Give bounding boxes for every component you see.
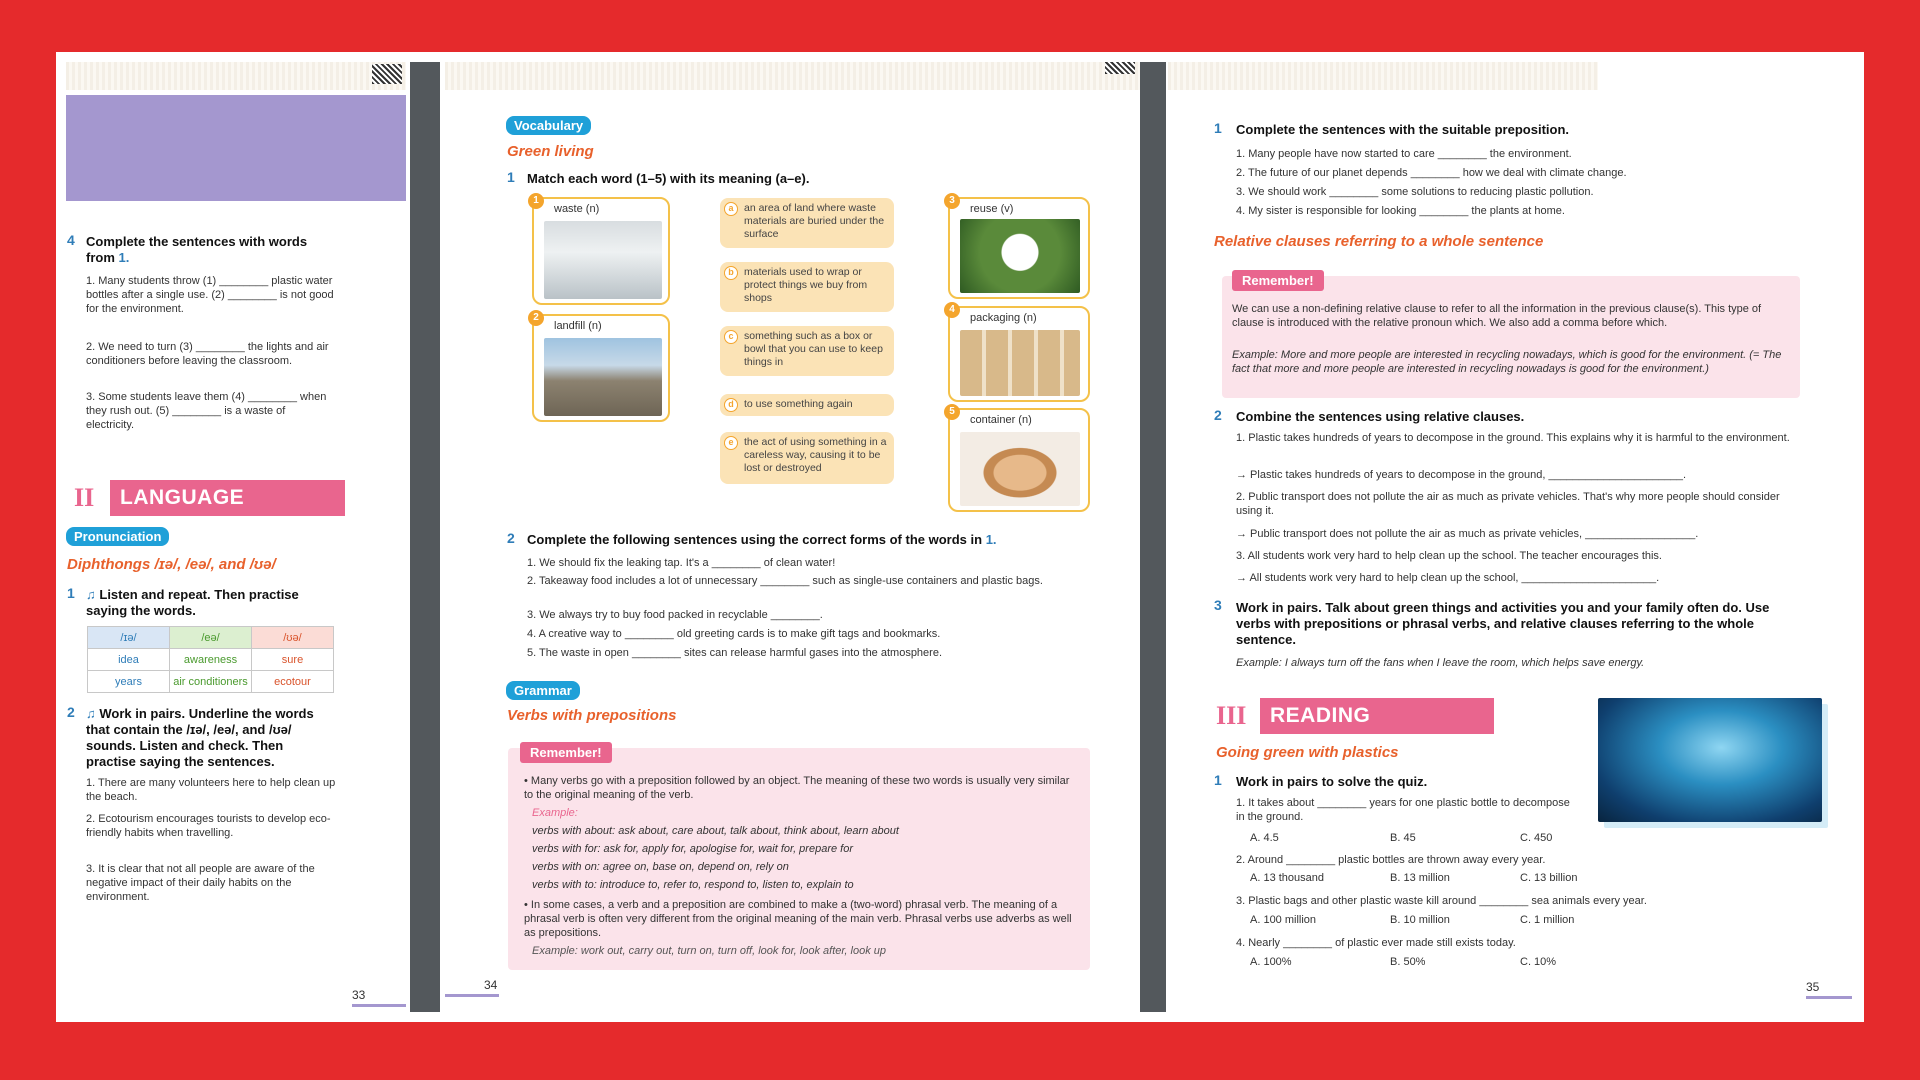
quiz-question: 2. Around ________ plastic bottles are thrown away every year. [1236,854,1546,866]
table-cell: /ɪə/ [88,627,170,649]
definition-text: something such as a box or bowl that you can use to keep things in [744,330,883,368]
table-cell: sure [252,649,334,671]
definition-letter: e [724,436,738,450]
word-label: reuse (v) [970,203,1014,215]
definition-text: to use something again [744,398,853,410]
page-number: 34 [484,978,498,992]
exercise-item: 3. We should work ________ some solutions to reducing plastic pollution. [1236,186,1594,198]
landfill-image [544,338,662,416]
qr-code-icon [1105,62,1135,74]
exercise-item: 4. My sister is responsible for looking ________ the plants at home. [1236,205,1565,217]
quiz-option[interactable]: A. 4.5 [1250,832,1279,844]
exercise-text: Work in pairs. Underline the words that contain the /ɪə/, /eə/, and /ʊə/ sounds. Listen and check. Then practise saying the sentences. [86,706,314,769]
definition-d [720,394,894,416]
exercise-item: 1. Many people have now started to care ________ the environment. [1236,148,1572,160]
exercise-text: Complete the following sentences using the correct forms of the words in [527,532,983,547]
exercise-number: 1 [67,585,75,601]
word-number: 2 [528,310,544,326]
remember-line: verbs with on: agree on, base on, depend on, rely on [532,861,789,873]
vocabulary-title: Green living [507,143,594,160]
table-cell: awareness [170,649,252,671]
section-roman: III [1216,701,1247,730]
quiz-question: 4. Nearly ________ of plastic ever made still exists today. [1236,937,1516,949]
pronunciation-table [87,626,334,693]
page-header-stripe [445,62,1143,90]
remember-text: We can use a non-defining relative clause to refer to all the information in the previous clause(s). This type of clause is introduced with the relative pronoun which. We also add a comma before which. [1232,303,1762,329]
word-number: 5 [944,404,960,420]
remember-example: Example: More and more people are interested in recycling nowadays, which is good for the environment. (= The fact that more and more people are interested in recycling nowadays is good for the environment.) [1232,349,1782,375]
exercise-item: 5. The waste in open ________ sites can release harmful gases into the atmosphere. [527,647,943,659]
table-cell: /eə/ [170,627,252,649]
exercise-example: Example: I always turn off the fans when I leave the room, which helps save energy. [1236,657,1645,669]
definition-e [720,432,894,484]
audio-icon[interactable]: ♫ [86,706,100,721]
section-title: LANGUAGE [110,480,345,516]
page-number-underline [1806,996,1852,999]
exercise-title [527,532,1067,548]
exercise-number: 4 [67,232,75,248]
grammar-tag: Grammar [506,681,580,700]
exercise-item: 1. There are many volunteers here to help clean up the beach. [86,777,336,803]
quiz-option[interactable]: C. 13 billion [1520,872,1578,884]
quiz-option[interactable]: A. 100 million [1250,914,1317,926]
section-title: READING [1260,698,1494,734]
remember-line: verbs with to: introduce to, refer to, respond to, listen to, explain to [532,879,854,891]
quiz-option[interactable]: B. 45 [1390,832,1416,844]
table-cell: ecotour [252,671,334,693]
quiz-option[interactable]: C. 1 million [1520,914,1575,926]
exercise-item: 2. Takeaway food includes a lot of unnecessary ________ such as single-use containers and plastic bags. [527,575,1043,587]
remember-tag: Remember! [520,742,612,763]
exercise-number: 1 [507,169,515,185]
exercise-item: → All students work very hard to help clean up the school, ______________________. [1236,572,1660,584]
exercise-item: → Plastic takes hundreds of years to decompose in the ground, ______________________. [1236,469,1687,481]
exercise-item: 1. We should fix the leaking tap. It's a ________ of clean water! [527,557,836,569]
exercise-item: 3. It is clear that not all people are aware of the negative impact of their daily habits on the environment. [86,863,315,903]
exercise-item: 4. A creative way to ________ old greeting cards is to make gift tags and bookmarks. [527,628,941,640]
remember-box [1222,276,1800,398]
table-cell: years [88,671,170,693]
book-spine [1140,62,1166,1012]
quiz-option[interactable]: B. 10 million [1390,914,1450,926]
word-number: 1 [528,193,544,209]
table-cell: /ʊə/ [252,627,334,649]
reading-title: Going green with plastics [1216,744,1399,761]
remember-line: verbs with about: ask about, care about, talk about, think about, learn about [532,825,899,837]
page-number-underline [445,994,499,997]
page-number: 33 [352,988,366,1002]
definition-text: an area of land where waste materials are buried under the surface [744,202,885,240]
definition-a [720,198,894,248]
exercise-title: Complete the sentences with the suitable preposition. [1236,122,1569,137]
word-card-packaging [948,306,1090,402]
word-label: container (n) [970,414,1032,426]
exercise-number: 3 [1214,597,1222,613]
book-spine [410,62,440,1012]
audio-icon[interactable]: ♫ [86,587,100,602]
definition-letter: a [724,202,738,216]
exercise-item: 3. We always try to buy food packed in recyclable ________. [527,609,823,621]
definition-text: materials used to wrap or protect things we buy from shops [744,266,868,304]
definition-letter: c [724,330,738,344]
pronunciation-title: Diphthongs /ɪə/, /eə/, and /ʊə/ [67,556,276,573]
table-cell: idea [88,649,170,671]
section-roman: II [74,483,95,512]
exercise-item: 2. We need to turn (3) ________ the lights and air conditioners before leaving the classroom. [86,341,329,367]
page-number: 35 [1806,980,1820,994]
exercise-item: → Public transport does not pollute the air as much as private vehicles, __________________. [1236,528,1699,540]
exercise-number: 2 [507,530,515,546]
exercise-title: Combine the sentences using relative clauses. [1236,409,1525,424]
exercise-title: Work in pairs. Talk about green things and activities you and your family often do. Use verbs with prepositions or phrasal verbs, and relative clauses referring to the whole sentence. [1236,600,1770,647]
ocean-plastic-image [1598,698,1822,822]
exercise-item: 3. Some students leave them (4) ________ when they rush out. (5) ________ is a waste of electricity. [86,391,327,431]
exercise-number: 2 [67,704,75,720]
qr-code-icon [372,64,402,84]
quiz-option[interactable]: A. 13 thousand [1250,872,1325,884]
exercise-ref: 1. [118,250,130,265]
page-header-stripe [66,62,406,90]
exercise-number: 2 [1214,407,1222,423]
word-card-waste [532,197,670,305]
exercise-title [86,706,336,770]
remember-example: Example: work out, carry out, turn on, turn off, look for, look after, look up [532,945,887,957]
example-label: Example: [532,807,578,819]
exercise-text: Listen and repeat. Then practise saying the words. [86,587,299,618]
word-card-landfill [532,314,670,422]
word-label: waste (n) [554,203,600,215]
exercise-title: Work in pairs to solve the quiz. [1236,774,1428,789]
exercise-title: Match each word (1–5) with its meaning (a–e). [527,171,810,186]
page-number-underline [352,1004,406,1007]
page-header-stripe [1168,62,1598,90]
quiz-question: 3. Plastic bags and other plastic waste kill around ________ sea animals every year. [1236,895,1647,907]
word-number: 4 [944,302,960,318]
word-label: packaging (n) [970,312,1037,324]
quiz-question: 1. It takes about ________ years for one plastic bottle to decompose in the ground. [1236,797,1570,823]
grammar-title: Verbs with prepositions [507,707,677,724]
table-cell: air conditioners [170,671,252,693]
exercise-title [86,587,336,619]
quiz-option[interactable]: A. 100% [1250,956,1292,968]
exercise-item: 1. Plastic takes hundreds of years to decompose in the ground. This explains why it is harmful to the environment. [1236,432,1790,444]
exercise-item: 2. The future of our planet depends ________ how we deal with climate change. [1236,167,1627,179]
definition-text: the act of using something in a careless way, causing it to be lost or destroyed [744,436,887,474]
exercise-ref: 1. [985,532,997,547]
grammar-title: Relative clauses referring to a whole sentence [1214,233,1544,250]
remember-text: • Many verbs go with a preposition followed by an object. The meaning of these two words is usually very similar to the original meaning of the verb. [524,775,1070,801]
exercise-item: 3. All students work very hard to help clean up the school. The teacher encourages this. [1236,550,1662,562]
exercise-number: 1 [1214,120,1222,136]
recycle-image [960,219,1080,293]
word-card-container [948,408,1090,512]
definition-b [720,262,894,312]
word-number: 3 [944,193,960,209]
exercise-item: 1. Many students throw (1) ________ plastic water bottles after a single use. (2) ________ is not good for the environment. [86,275,334,315]
remember-tag: Remember! [1232,270,1324,291]
exercise-title: Complete the sentences with words from [86,234,308,265]
quiz-option[interactable]: B. 50% [1390,956,1426,968]
definition-letter: b [724,266,738,280]
vocabulary-tag: Vocabulary [506,116,591,135]
word-card-reuse [948,197,1090,299]
quiz-option[interactable]: C. 450 [1520,832,1553,844]
definition-letter: d [724,398,738,412]
sink-image [544,221,662,299]
exercise-item: 2. Ecotourism encourages tourists to develop eco-friendly habits when travelling. [86,813,331,839]
definition-c [720,326,894,376]
pronunciation-tag: Pronunciation [66,527,169,546]
quiz-option[interactable]: C. 10% [1520,956,1557,968]
remember-text: • In some cases, a verb and a preposition are combined to make a (two-word) phrasal verb. The meaning of a phrasal verb is often very different from the original meaning of the main verb. Phrasal verbs use adverbs as well as prepositions. [524,899,1072,939]
word-label: landfill (n) [554,320,602,332]
exercise-number: 1 [1214,772,1222,788]
quiz-option[interactable]: B. 13 million [1390,872,1450,884]
exercise-item: 2. Public transport does not pollute the air as much as private vehicles. That's why more people should consider using it. [1236,491,1780,517]
image-placeholder [66,95,406,201]
packaging-image [960,330,1080,396]
remember-line: verbs with for: ask for, apply for, apologise for, wait for, prepare for [532,843,853,855]
container-image [960,432,1080,506]
